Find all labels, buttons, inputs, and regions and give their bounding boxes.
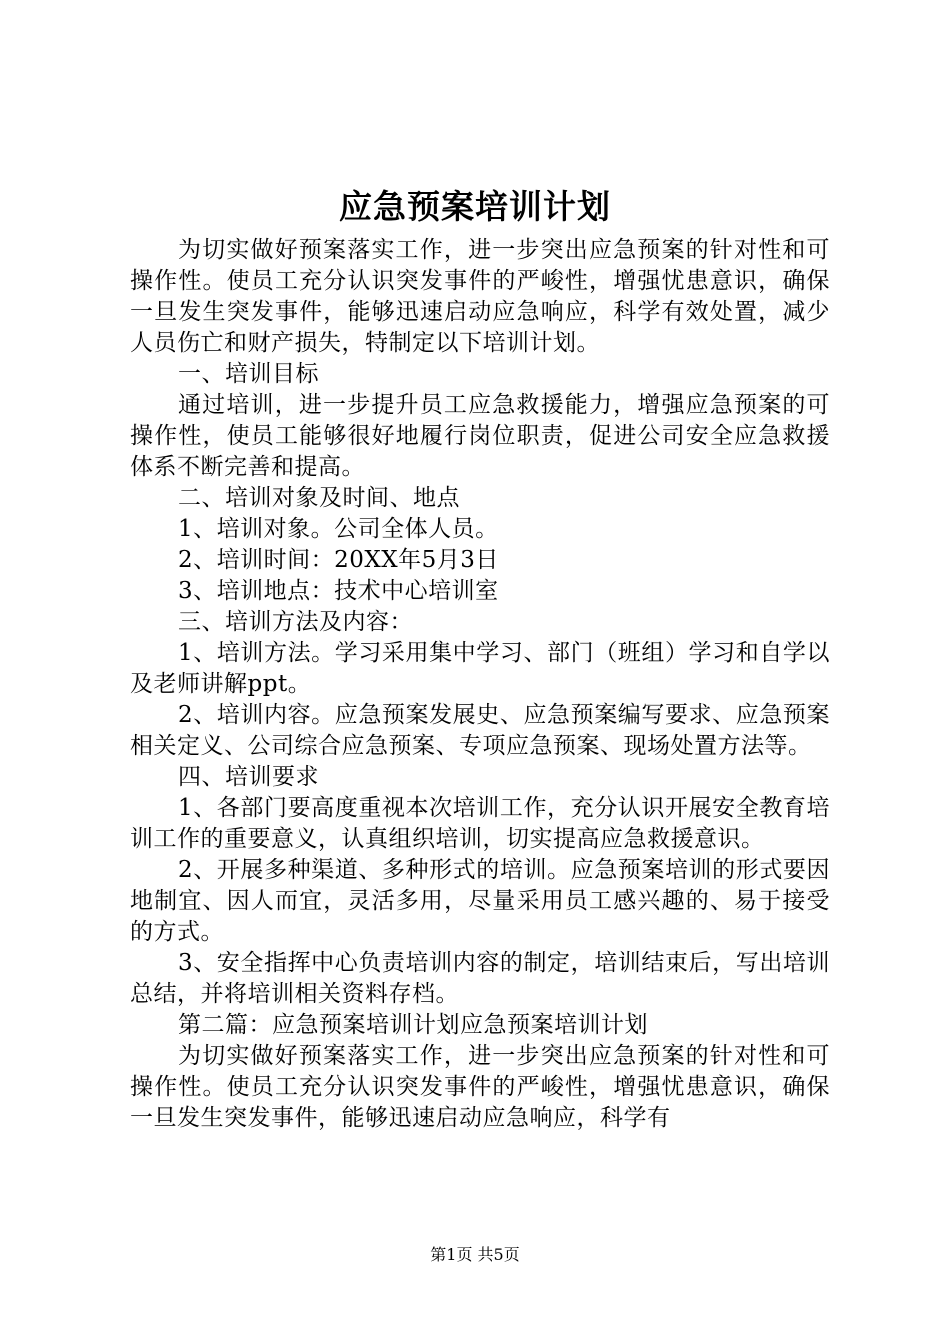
document-title: 应急预案培训计划 — [339, 187, 611, 226]
list-item-time: 2、培训时间：20XX年5月3日 — [178, 547, 499, 573]
list-item-requirement-2: 2、开展多种渠道、多种形式的培训。应急预案培训的形式要因地制宜、因人而宜，灵活多用，尽量采用员工感兴趣的、易于接受的方式。 — [130, 857, 830, 945]
list-item-location: 3、培训地点：技术中心培训室 — [178, 578, 499, 604]
paragraph-goal: 通过培训，进一步提升员工应急救援能力，增强应急预案的可操作性，使员工能够很好地履行岗位职责，促进公司安全应急救援体系不断完善和提高。 — [130, 392, 830, 480]
document-body — [130, 235, 830, 1134]
list-item-method: 1、培训方法。学习采用集中学习、部门（班组）学习和自学以及老师讲解ppt。 — [130, 640, 830, 697]
section-heading-4: 四、培训要求 — [178, 764, 319, 790]
paragraph-intro: 为切实做好预案落实工作，进一步突出应急预案的针对性和可操作性。使员工充分认识突发事件的严峻性，增强忧患意识，确保一旦发生突发事件，能够迅速启动应急响应，科学有效处置，减少人员伤亡和财产损失，特制定以下培训计划。 — [130, 237, 830, 356]
list-item-content: 2、培训内容。应急预案发展史、应急预案编写要求、应急预案相关定义、公司综合应急预案、专项应急预案、现场处置方法等。 — [130, 702, 830, 759]
list-item-requirement-1: 1、各部门要高度重视本次培训工作，充分认识开展安全教育培训工作的重要意义，认真组织培训，切实提高应急救援意识。 — [130, 795, 830, 852]
list-item-requirement-3: 3、安全指挥中心负责培训内容的制定，培训结束后，写出培训总结，并将培训相关资料存档。 — [130, 950, 830, 1007]
section-heading-3: 三、培训方法及内容： — [178, 609, 413, 635]
section-heading-2: 二、培训对象及时间、地点 — [178, 485, 460, 511]
paragraph-intro-2: 为切实做好预案落实工作，进一步突出应急预案的针对性和可操作性。使员工充分认识突发事件的严峻性，增强忧患意识，确保一旦发生突发事件，能够迅速启动应急响应，科学有 — [130, 1043, 830, 1131]
chapter-heading-2: 第二篇：应急预案培训计划应急预案培训计划 — [178, 1012, 648, 1038]
list-item-target: 1、培训对象。公司全体人员。 — [178, 516, 499, 542]
section-heading-1: 一、培训目标 — [178, 361, 319, 387]
page-number-footer: 第1页 共5页 — [430, 1245, 520, 1264]
